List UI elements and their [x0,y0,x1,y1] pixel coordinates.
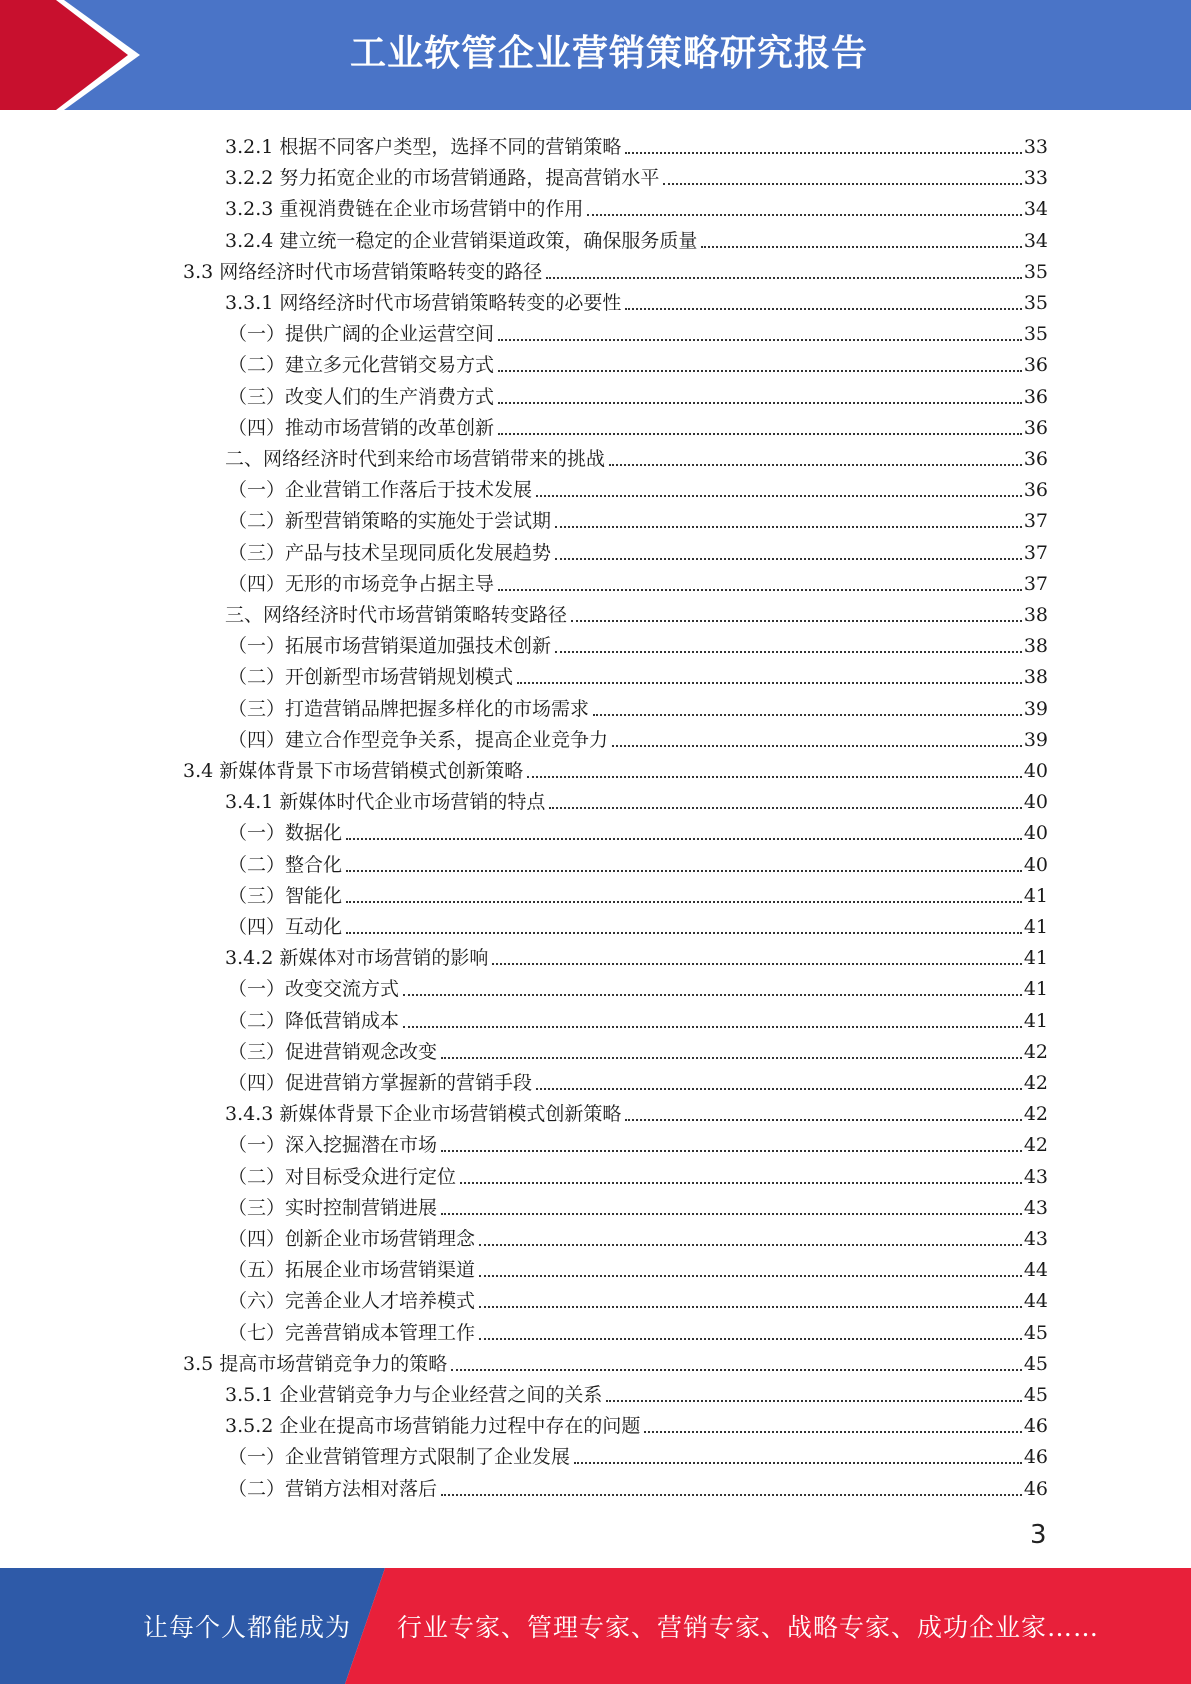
toc-entry[interactable] [228,315,1048,346]
toc-dot-leader [587,213,1021,216]
toc-dot-leader [479,1243,1022,1246]
toc-dot-leader [441,1056,1022,1059]
toc-entry-page: 44 [1023,1290,1048,1313]
toc-entry[interactable] [228,409,1048,440]
toc-entry-title: （二）整合化 [228,853,343,876]
toc-dot-leader [479,1337,1022,1340]
toc-entry[interactable] [228,1033,1048,1064]
toc-entry-page: 36 [1023,448,1048,470]
toc-dot-leader [574,1461,1022,1464]
toc-entry-title: 3.5.1 企业营销竞争力与企业经营之间的关系 [225,1384,603,1406]
toc-entry-page: 44 [1023,1259,1048,1282]
toc-entry-title: （四）建立合作型竞争关系，提高企业竞争力 [228,728,609,751]
toc-entry-title: （二）对目标受众进行定位 [228,1165,457,1188]
toc-entry[interactable] [228,877,1048,908]
toc-entry-title: （三）产品与技术呈现同质化发展趋势 [228,541,552,564]
toc-entry-page: 41 [1023,884,1048,907]
toc-entry-page: 42 [1023,1040,1048,1063]
toc-entry-title: （一）深入挖掘潜在市场 [228,1134,438,1157]
toc-entry-page: 40 [1023,822,1048,845]
toc-entry[interactable] [183,1345,1048,1376]
toc-entry-title: （四）互动化 [228,916,343,938]
toc-entry-title: 3.3.1 网络经济时代市场营销策略转变的必要性 [225,292,622,314]
toc-entry-page: 38 [1023,666,1048,689]
toc-entry-title: （二）新型营销策略的实施处于尝试期 [228,510,552,533]
toc-entry-title: （一）企业营销管理方式限制了企业发展 [228,1446,571,1469]
toc-entry-title: （三）促进营销观念改变 [228,1040,438,1063]
toc-entry[interactable] [225,1407,1048,1438]
toc-entry-title: 3.4.2 新媒体对市场营销的影响 [225,947,489,970]
toc-entry-page: 46 [1023,1415,1048,1438]
toc-entry-page: 43 [1023,1165,1048,1188]
toc-dot-leader [555,557,1022,560]
toc-dot-leader [517,681,1022,684]
toc-entry-title: 二、网络经济时代到来给市场营销带来的挑战 [225,448,606,470]
toc-entry[interactable] [228,1314,1048,1345]
toc-dot-leader [527,775,1022,778]
toc-entry[interactable] [228,346,1048,377]
toc-entry-page: 35 [1023,323,1048,346]
toc-entry[interactable] [225,128,1048,159]
toc-entry-page: 37 [1023,541,1048,564]
toc-dot-leader [625,1118,1021,1121]
toc-dot-leader [606,1399,1021,1402]
toc-entry-page: 35 [1023,260,1048,283]
toc-entry-page: 40 [1023,760,1048,782]
toc-entry[interactable] [225,440,1048,471]
toc-dot-leader [498,401,1022,404]
toc-entry[interactable] [225,284,1048,315]
toc-entry-page: 38 [1023,635,1048,658]
toc-entry-page: 33 [1023,167,1048,190]
toc-entry[interactable] [228,1126,1048,1157]
toc-entry-title: （六）完善企业人才培养模式 [228,1290,476,1313]
page-number: 3 [1030,1520,1047,1550]
toc-entry[interactable] [228,1282,1048,1313]
toc-entry[interactable] [183,253,1048,284]
footer-slogan-right: 行业专家、管理专家、营销专家、战略专家、成功企业家…… [397,1613,1100,1642]
toc-entry-page: 34 [1023,229,1048,252]
toc-entry-title: 三、网络经济时代市场营销策略转变路径 [225,604,568,626]
toc-entry-page: 37 [1023,510,1048,533]
toc-entry-title: （一）提供广阔的企业运营空间 [228,323,495,346]
toc-dot-leader [701,245,1021,248]
toc-entry-title: （四）促进营销方掌握新的营销手段 [228,1072,533,1094]
toc-dot-leader [451,1368,1022,1371]
toc-entry-page: 39 [1023,697,1048,720]
header-chevron-decoration [0,0,160,110]
toc-entry-page: 45 [1023,1352,1048,1375]
toc-dot-leader [346,900,1022,903]
toc-entry-page: 36 [1023,354,1048,377]
toc-entry-page: 46 [1023,1477,1048,1500]
toc-entry[interactable] [228,690,1048,721]
footer-slogan-left: 让每个人都能成为 [143,1613,352,1642]
toc-dot-leader [555,525,1022,528]
toc-entry-title: （四）推动市场营销的改革创新 [228,416,495,439]
toc-entry-title: 3.5.2 企业在提高市场营销能力过程中存在的问题 [225,1415,641,1438]
toc-entry-title: 3.3 网络经济时代市场营销策略转变的路径 [183,260,543,283]
toc-entry[interactable] [228,378,1048,409]
toc-entry-title: 3.4.3 新媒体背景下企业市场营销模式创新策略 [225,1103,622,1126]
toc-dot-leader [346,931,1022,934]
toc-entry-page: 41 [1023,916,1048,938]
toc-entry-title: （三）打造营销品牌把握多样化的市场需求 [228,697,590,720]
toc-entry-title: （二）建立多元化营销交易方式 [228,354,495,377]
toc-entry-page: 46 [1023,1446,1048,1469]
page-header [0,0,1191,110]
toc-entry-title: （一）改变交流方式 [228,978,400,1001]
toc-entry-page: 36 [1023,479,1048,502]
toc-dot-leader [555,650,1022,653]
toc-entry-page: 42 [1023,1134,1048,1157]
toc-entry[interactable] [225,1095,1048,1126]
toc-entry[interactable] [228,1064,1048,1095]
toc-dot-leader [441,1493,1022,1496]
toc-dot-leader [644,1430,1021,1433]
toc-entry-title: （四）创新企业市场营销理念 [228,1228,476,1250]
toc-dot-leader [492,962,1021,965]
toc-dot-leader [498,369,1022,372]
toc-entry-page: 36 [1023,416,1048,439]
toc-entry[interactable] [225,190,1048,221]
toc-entry[interactable] [228,534,1048,565]
toc-entry-page: 42 [1023,1072,1048,1094]
toc-entry[interactable] [228,1438,1048,1469]
toc-entry-title: （三）改变人们的生产消费方式 [228,385,495,408]
toc-entry-page: 45 [1023,1321,1048,1344]
toc-dot-leader [571,619,1022,622]
toc-entry[interactable] [228,1189,1048,1220]
toc-dot-leader [403,1025,1022,1028]
toc-entry[interactable] [225,939,1048,970]
toc-entry-page: 45 [1023,1384,1048,1406]
toc-dot-leader [346,869,1022,872]
toc-entry-title: （七）完善营销成本管理工作 [228,1321,476,1344]
toc-dot-leader [536,1087,1022,1090]
toc-entry-title: 3.2.2 努力拓宽企业的市场营销通路，提高营销水平 [225,167,660,190]
toc-dot-leader [498,338,1022,341]
toc-entry[interactable] [228,1470,1048,1501]
toc-entry[interactable] [228,658,1048,689]
toc-entry[interactable] [228,1002,1048,1033]
toc-entry[interactable] [228,502,1048,533]
report-title: 工业软管企业营销策略研究报告 [350,33,869,74]
toc-entry[interactable] [228,1220,1048,1251]
toc-dot-leader [479,1274,1022,1277]
toc-entry-title: （三）实时控制营销进展 [228,1196,438,1219]
toc-entry[interactable] [228,814,1048,845]
toc-entry-page: 34 [1023,198,1048,221]
toc-entry-page: 41 [1023,947,1048,970]
toc-entry-page: 37 [1023,572,1048,595]
toc-entry-title: （二）降低营销成本 [228,1009,400,1032]
toc-entry[interactable] [228,565,1048,596]
toc-dot-leader [498,432,1022,435]
toc-entry[interactable] [228,627,1048,658]
toc-entry-title: 3.2.3 重视消费链在企业市场营销中的作用 [225,198,584,221]
toc-dot-leader [441,1149,1022,1152]
toc-entry-page: 40 [1023,853,1048,876]
toc-entry[interactable] [228,471,1048,502]
toc-entry-page: 35 [1023,292,1048,314]
toc-entry-page: 43 [1023,1228,1048,1250]
toc-dot-leader [536,494,1022,497]
toc-entry-title: （四）无形的市场竞争占据主导 [228,572,495,595]
toc-entry-page: 36 [1023,385,1048,408]
toc-entry-page: 38 [1023,604,1048,626]
toc-dot-leader [663,182,1021,185]
toc-entry[interactable] [183,752,1048,783]
toc-entry-page: 42 [1023,1103,1048,1126]
toc-entry[interactable] [228,908,1048,939]
toc-dot-leader [625,307,1021,310]
toc-dot-leader [549,806,1021,809]
toc-entry-title: 3.2.4 建立统一稳定的企业营销渠道政策，确保服务质量 [225,229,698,252]
toc-entry[interactable] [228,970,1048,1001]
toc-entry-page: 33 [1023,136,1048,158]
toc-entry-title: 3.5 提高市场营销竞争力的策略 [183,1352,448,1375]
toc-dot-leader [625,151,1021,154]
toc-dot-leader [403,993,1022,996]
toc-entry-title: （三）智能化 [228,884,343,907]
toc-entry-page: 39 [1023,728,1048,751]
toc-entry-page: 41 [1023,978,1048,1001]
toc-entry-page: 41 [1023,1009,1048,1032]
toc-dot-leader [479,1305,1022,1308]
toc-dot-leader [546,276,1022,279]
toc-entry-page: 40 [1023,791,1048,814]
toc-entry-title: （一）数据化 [228,822,343,845]
toc-entry[interactable] [228,1158,1048,1189]
toc-dot-leader [346,837,1022,840]
page-footer [0,1568,1191,1684]
toc-entry-title: 3.2.1 根据不同客户类型，选择不同的营销策略 [225,136,622,158]
toc-entry[interactable] [225,1376,1048,1407]
toc-entry-title: （二）开创新型市场营销规划模式 [228,666,514,689]
toc-entry-title: （二）营销方法相对落后 [228,1477,438,1500]
toc-entry[interactable] [225,159,1048,190]
toc-dot-leader [593,713,1022,716]
toc-dot-leader [609,463,1022,466]
toc-entry-title: （五）拓展企业市场营销渠道 [228,1259,476,1282]
toc-entry[interactable] [228,846,1048,877]
toc-entry[interactable] [228,721,1048,752]
toc-dot-leader [441,1212,1022,1215]
toc-entry-title: 3.4.1 新媒体时代企业市场营销的特点 [225,791,546,814]
toc-entry[interactable] [225,783,1048,814]
toc-dot-leader [460,1181,1022,1184]
toc-dot-leader [498,588,1022,591]
toc-entry-page: 43 [1023,1196,1048,1219]
toc-entry-title: （一）企业营销工作落后于技术发展 [228,479,533,502]
toc-entry[interactable] [225,222,1048,253]
toc-entry[interactable] [225,596,1048,627]
toc-dot-leader [612,744,1022,747]
toc-entry-title: 3.4 新媒体背景下市场营销模式创新策略 [183,760,524,782]
toc-entry[interactable] [228,1251,1048,1282]
toc-entry-title: （一）拓展市场营销渠道加强技术创新 [228,635,552,658]
